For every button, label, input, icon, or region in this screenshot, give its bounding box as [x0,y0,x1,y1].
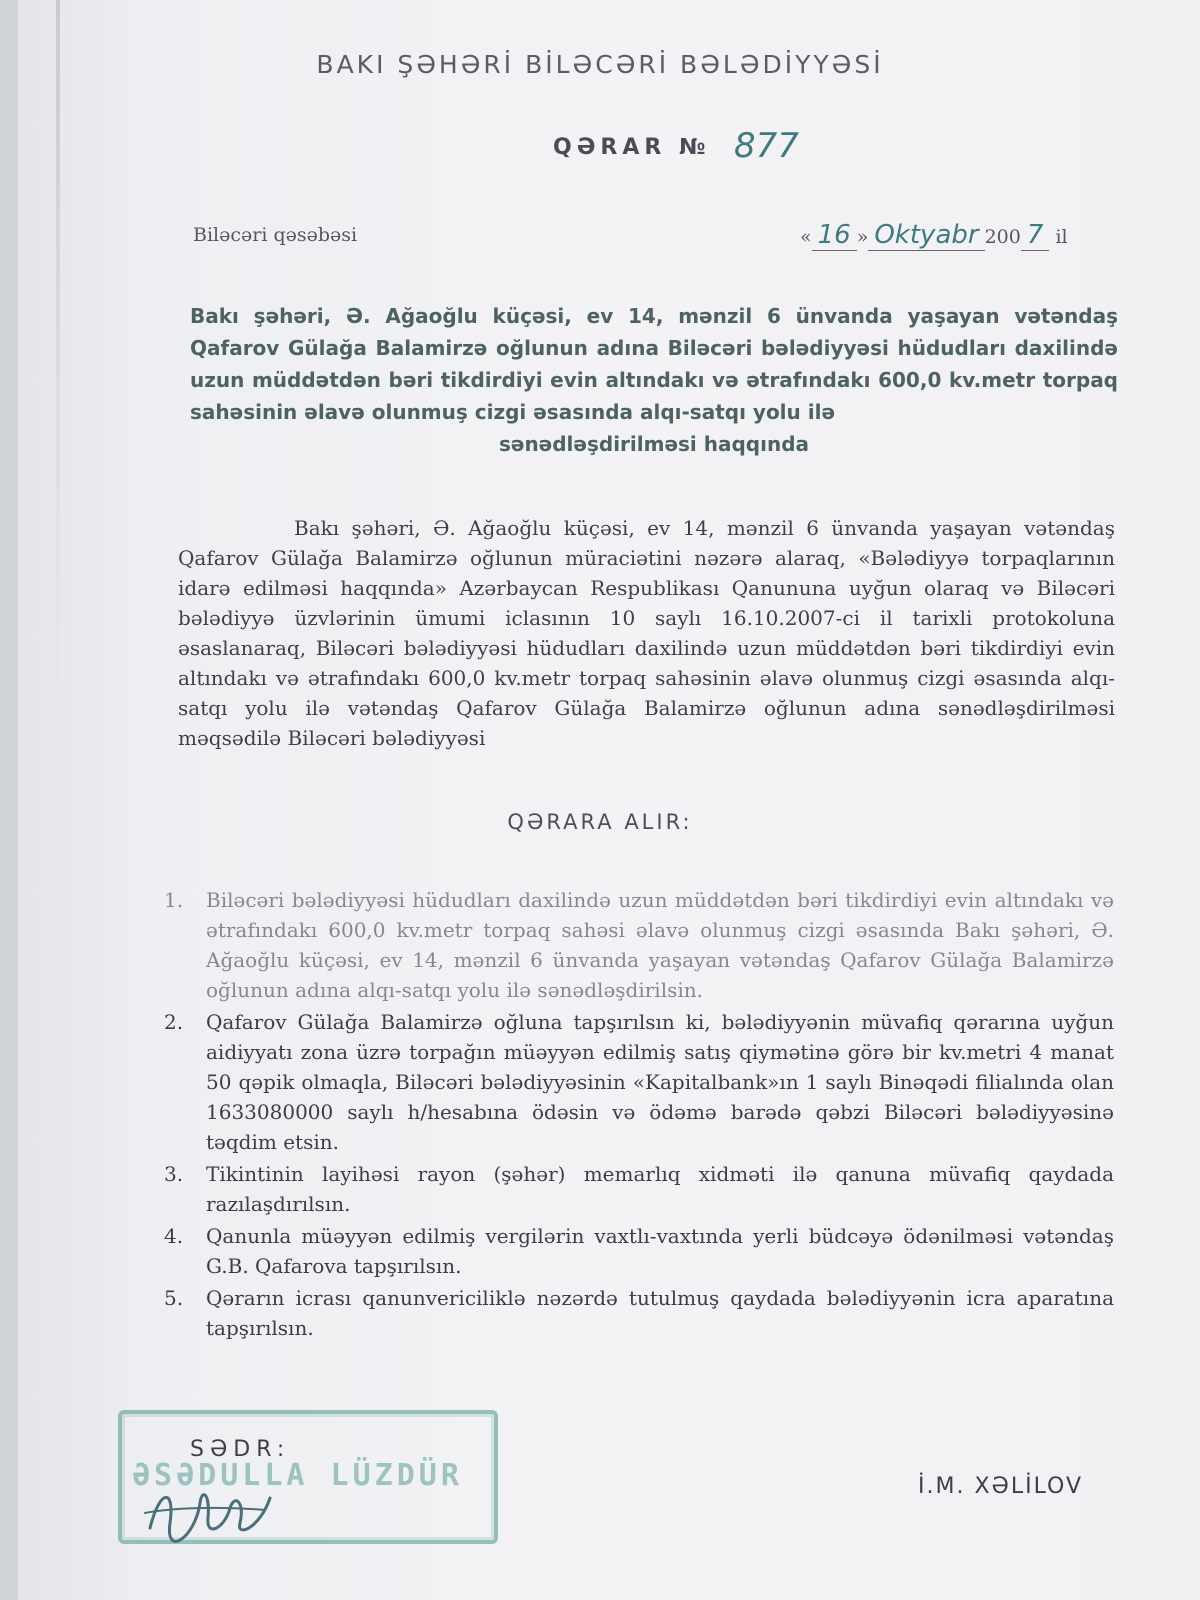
date-month: Oktyabr [868,220,984,251]
municipality-title: BAKI ŞƏHƏRİ BİLƏCƏRİ BƏLƏDİYYƏSİ [316,50,884,79]
signature-icon [140,1468,280,1548]
subject-last-line: sənədləşdirilməsi haqqında [498,432,810,456]
issue-place: Biləcəri qəsəbəsi [193,224,358,246]
date-close-quote: » [856,226,869,248]
item-number: 1. [164,888,184,912]
subject-text: Bakı şəhəri, Ə. Ağaoğlu küçəsi, ev 14, mənzil 6 ünvanda yaşayan vətəndaş Qafarov Gülağa Balamirzə oğlunun adına Biləcəri bələdiyyəsi hüdudları daxilində uzun müddətdən bəri tikdirdiyi evin altındakı və ətrafındakı 600,0 kv.metr torpaq sahəsinin əlavə olunmuş cizgi əsasında alqı-satqı yolu ilə [190,304,1118,424]
date-year-prefix: 200 [984,226,1021,248]
item-text: Qanunla müəyyən edilmiş vergilərin vaxtlı-vaxtında yerli büdcəyə ödənilməsi vətəndaş G.B. Qafarova tapşırılsın. [206,1224,1114,1278]
issue-date [800,220,1068,250]
stamp-text: ƏSƏDULLA LÜZDÜR [132,1458,463,1493]
decision-item [164,1159,1114,1219]
item-text: Qafarov Gülağa Balamirzə oğluna tapşırılsın ki, bələdiyyənin müvafiq qərarına uyğun aidiyyatı zona üzrə torpağın müəyyən edilmiş satış qiymətinə görə bir kv.metri 4 manat 50 qəpik olmaqla, Biləcəri bələdiyyəsinin «Kapitalbank»ın 1 saylı Binəqədi filialında olan 1633080000 saylı h/hesabına ödəsin və ödəmə barədə qəbzi Biləcəri bələdiyyəsinə təqdim etsin. [206,1010,1114,1154]
date-day: 16 [812,220,857,251]
item-text: Tikintinin layihəsi rayon (şəhər) memarlıq xidməti ilə qanuna müvafiq qaydada razılaşdırılsın. [206,1162,1114,1216]
date-year-suffix: 7 [1021,220,1050,251]
item-number: 3. [164,1162,184,1186]
decision-item [164,885,1114,1005]
item-text: Biləcəri bələdiyyəsi hüdudları daxilində uzun müddətdən bəri tikdirdiyi evin altındakı və ətrafındakı 600,0 kv.metr torpaq sahəsi əlavə olunmuş cizgi əsasında Bakı şəhəri, Ə. Ağaoğlu küçəsi, ev 14, mənzil 6 ünvanda yaşayan vətəndaş Qafarov Gülağa Balamirzə oğlunun adına alqı-satqı yolu ilə sənədləşdirilsin. [206,888,1114,1002]
date-unit: il [1055,226,1068,248]
decision-heading: QƏRARA ALIR: [507,810,693,834]
preamble-paragraph: Bakı şəhəri, Ə. Ağaoğlu küçəsi, ev 14, mənzil 6 ünvanda yaşayan vətəndaş Qafarov Gülağa Balamirzə oğlunun müraciətini nəzərə alaraq, «Bələdiyyə torpaqlarının idarə edilməsi haqqında» Azərbaycan Respublikası Qanununa uyğun olaraq və Biləcəri bələdiyyə üzvlərinin ümumi iclasının 10 saylı 16.10.2007-ci il tarixli protokoluna əsaslanaraq, Biləcəri bələdiyyəsi hüdudları daxilində uzun müddətdən bəri tikdirdiyi evin altındakı və ətrafındakı 600,0 kv.metr torpaq sahəsinin əlavə olunmuş cizgi əsasında alqı-satqı yolu ilə vətəndaş Qafarov Gülağa Balamirzə oğlunun adına sənədləşdirilməsi məqsədilə Biləcəri bələdiyyəsi [178,516,1115,750]
chair-label: SƏDR: [190,1437,291,1462]
item-number: 5. [164,1286,184,1310]
page-fold [56,0,60,720]
chair-name: İ.M. XƏLİLOV [918,1474,1084,1499]
decision-item [164,1221,1114,1281]
decision-items [164,885,1114,1345]
decision-item [164,1283,1114,1343]
decision-number: 877 [734,126,799,166]
item-text: Qərarın icrası qanunvericiliklə nəzərdə tutulmuş qaydada bələdiyyənin icra aparatına tapşırılsın. [206,1286,1114,1340]
date-open-quote: « [800,226,812,248]
decision-item [164,1007,1114,1157]
decision-subject [190,300,1118,460]
item-number: 2. [164,1010,184,1034]
item-number: 4. [164,1224,184,1248]
decision-label: QƏRAR № [553,135,711,160]
